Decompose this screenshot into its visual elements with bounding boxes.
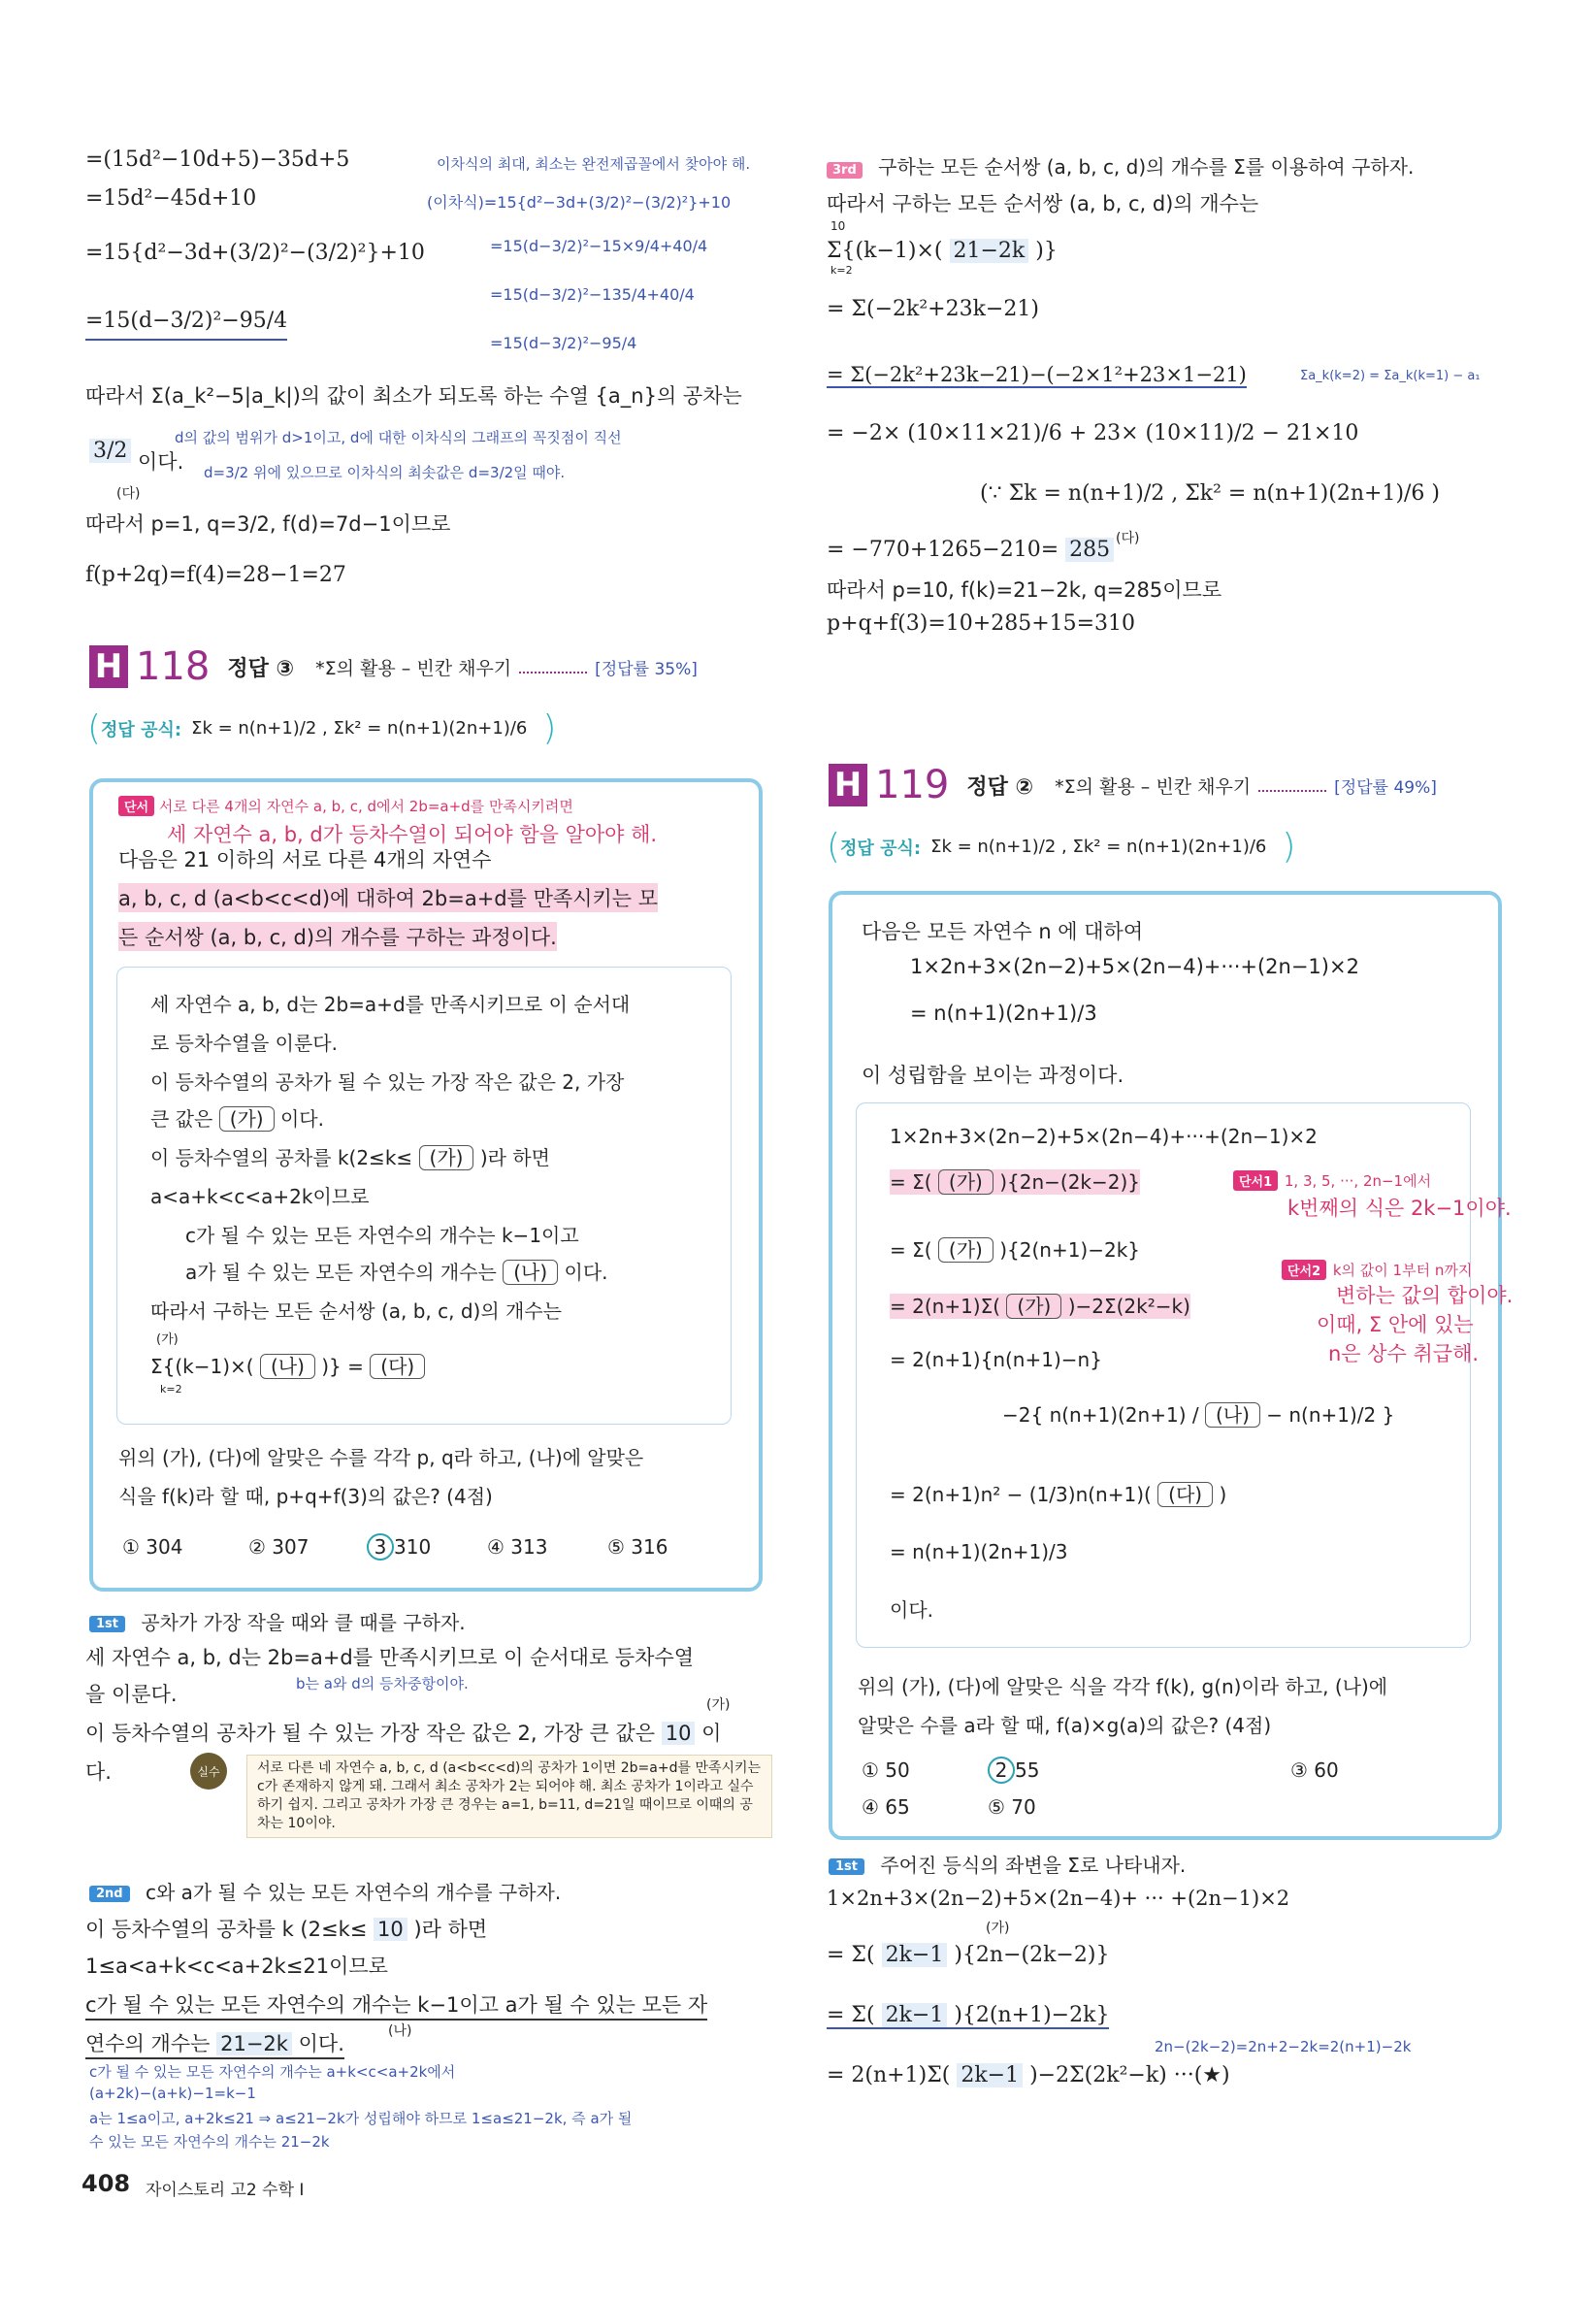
s2-value-2: 21−2k	[216, 2032, 292, 2055]
s2-line-1	[85, 1914, 487, 1943]
problem-answer: 정답 ③	[227, 656, 295, 681]
s2-note-2: (a+2k)−(a+k)−1=k−1	[89, 2085, 256, 2102]
choice-3-correct[interactable]	[367, 1533, 431, 1561]
question-line-4: 이 성립함을 보이는 과정이다.	[862, 1064, 1124, 1087]
sum-bottom: k=2	[160, 1383, 182, 1396]
conclusion-mark: (다)	[116, 486, 141, 502]
conclusion-line-1: 따라서 Σ(a_k²−5|a_k|)의 값이 최소가 되도록 하는 수열 {a_n}의 공차는	[85, 384, 742, 408]
after-line-1: 위의 (가), (다)에 알맞은 식을 각각 f(k), g(n)이라 하고, (나)에	[858, 1675, 1388, 1698]
formula-bracket-left: (	[87, 708, 102, 748]
s2-note-1: c가 될 수 있는 모든 자연수의 개수는 a+k<c<a+2k에서	[89, 2063, 456, 2081]
proof-line-7	[890, 1482, 1226, 1507]
formula-text: Σk = n(n+1)/2 , Σk² = n(n+1)(2n+1)/6	[191, 718, 528, 739]
proof-line-9: 이다.	[890, 1598, 933, 1622]
proof-line-10-a: Σ{(k−1)×(	[150, 1355, 254, 1378]
t1-value-3: 2k−1	[957, 2063, 1023, 2087]
after-line-2: 알맞은 수를 a라 할 때, f(a)×g(a)의 값은? (4점)	[858, 1714, 1272, 1737]
problem-answer: 정답 ②	[966, 774, 1034, 800]
choice-2-label: 55	[1015, 1758, 1040, 1782]
proof-line-1: 1×2n+3×(2n−2)+5×(2n−4)+···+(2n−1)×2	[890, 1125, 1318, 1148]
proof-line-8-a: a가 될 수 있는 모든 자연수의 개수는	[185, 1261, 497, 1284]
proof-line-6	[1002, 1402, 1394, 1428]
s2-note-3: a는 1≤a이고, a+2k≤21 ⇒ a≤21−2k가 성립해야 하므로 1≤a≤21−2k, 즉 a가 될	[89, 2110, 633, 2127]
proof-line-4-b: 이다.	[279, 1107, 324, 1131]
t1-line-2-a: = Σ(	[827, 1943, 875, 1967]
choice-2[interactable]: ② 307	[248, 1535, 309, 1559]
formula-label: 정답 공식:	[101, 719, 182, 740]
proof-line-3	[890, 1237, 1140, 1263]
proof-box-119	[856, 1102, 1514, 1648]
proof-line-3-b: ){2(n+1)−2k}	[999, 1238, 1141, 1262]
conclusion-text: 이다.	[138, 450, 184, 474]
choice-4[interactable]: ④ 313	[487, 1535, 548, 1559]
blank-na: (나)	[260, 1354, 315, 1379]
s1-mark: (가)	[706, 1697, 731, 1713]
proof-line-8	[185, 1257, 608, 1285]
problem-topic: *Σ의 활용 – 빈칸 채우기	[1055, 775, 1252, 798]
formula-text: Σk = n(n+1)/2 , Σk² = n(n+1)(2n+1)/6	[930, 837, 1267, 857]
formula-bracket-right: )	[1282, 827, 1296, 867]
question-line-3: 든 순서쌍 (a, b, c, d)의 개수를 구하는 과정이다.	[118, 922, 557, 951]
blank-na: (나)	[503, 1260, 558, 1285]
proof-line-4	[890, 1294, 1190, 1319]
clue-1-note-2: k번째의 식은 2k−1이야.	[1287, 1197, 1512, 1220]
side-line-1: (이차식)=15{d²−3d+(3/2)²−(3/2)²}+10	[427, 193, 732, 212]
s2-mark: (나)	[388, 2023, 412, 2039]
proof-line-4	[150, 1103, 324, 1132]
problem-118-header	[89, 644, 698, 689]
note-arrow-1: d의 값의 범위가 d>1이고, d에 대한 이차식의 그래프의 꼭짓점이 직선	[175, 429, 622, 446]
s3-mark: (다)	[1116, 531, 1140, 546]
s3-line-2-b: )}	[1035, 239, 1058, 263]
eq-line-2: =15d²−45d+10	[85, 186, 257, 211]
proof-line-4-b: )−2Σ(2k²−k)	[1067, 1295, 1190, 1318]
s3-line-5: = −2× (10×11×21)/6 + 23× (10×11)/2 − 21×10	[827, 421, 1359, 445]
book-title: 자이스토리 고2 수학 I	[146, 2181, 305, 2200]
clue-2-note-2: 변하는 값의 합이야.	[1336, 1284, 1514, 1307]
s3-sum-top: 10	[831, 219, 846, 233]
left-column	[0, 0, 796, 2300]
formula-bracket-left: (	[827, 827, 841, 867]
clue-1-note-1: 1, 3, 5, ···, 2n−1에서	[1284, 1172, 1432, 1190]
blank-da: (다)	[370, 1354, 425, 1379]
proof-line-6-a: −2{ n(n+1)(2n+1) /	[1002, 1403, 1199, 1427]
proof-line-6-b: − n(n+1)/2 }	[1266, 1403, 1395, 1427]
choice-3[interactable]: ③ 60	[1290, 1758, 1339, 1782]
step-title: 구하는 모든 순서쌍 (a, b, c, d)의 개수를 Σ를 이용하여 구하자.	[878, 155, 1415, 179]
t1-line-4-a: = 2(n+1)Σ(	[827, 2063, 951, 2087]
eq-line-4: =15(d−3/2)²−95/4	[85, 309, 287, 341]
step-tag: 2nd	[89, 1886, 130, 1902]
proof-line-7: c가 될 수 있는 모든 자연수의 개수는 k−1이고	[185, 1224, 579, 1247]
clue-note-2: 세 자연수 a, b, d가 등차수열이 되어야 함을 알아야 해.	[167, 823, 658, 846]
s1-line-1: 세 자연수 a, b, d는 2b=a+d를 만족시키므로 이 순서대로 등차수열	[85, 1646, 695, 1669]
formula-119	[827, 827, 1295, 867]
s3-line-8: 따라서 p=10, f(k)=21−2k, q=285이므로	[827, 578, 1222, 602]
blank-ga: (가)	[419, 1145, 474, 1170]
t1-value: 2k−1	[882, 1943, 948, 1967]
correct-rate: [정답률 35%]	[595, 659, 698, 679]
choice-5[interactable]: ⑤ 70	[988, 1795, 1036, 1819]
question-line-1: 다음은 21 이하의 서로 다른 4개의 자연수	[118, 848, 492, 871]
s1-line-3-a: 이 등차수열의 공차가 될 수 있는 가장 작은 값은 2, 가장 큰 값은	[85, 1722, 656, 1745]
line-p: 따라서 p=1, q=3/2, f(d)=7d−1이므로	[85, 512, 451, 536]
s1-line-3	[85, 1718, 721, 1747]
proof-line-5-a: 이 등차수열의 공차를 k(2≤k≤	[150, 1146, 413, 1169]
s2-line-1-a: 이 등차수열의 공차를 k (2≤k≤	[85, 1918, 368, 1941]
s3-line-1: 따라서 구하는 모든 순서쌍 (a, b, c, d)의 개수는	[827, 192, 1259, 215]
s3-line-7	[827, 538, 1114, 562]
side-line-2: =15(d−3/2)²−15×9/4+40/4	[490, 237, 708, 255]
s2-line-4	[85, 2028, 344, 2059]
blank-na: (나)	[1205, 1402, 1260, 1428]
answer-circle: 3	[367, 1533, 394, 1561]
problem-topic: *Σ의 활용 – 빈칸 채우기	[315, 657, 512, 679]
t1-mark: (가)	[986, 1921, 1010, 1936]
s3-line-7-a: = −770+1265−210=	[827, 538, 1059, 562]
t1-value-2: 2k−1	[882, 2003, 948, 2027]
line-f: f(p+2q)=f(4)=28−1=27	[85, 563, 346, 587]
formula-bracket-right: )	[542, 708, 557, 748]
proof-line-7-a: = 2(n+1)n² − (1/3)n(n+1)(	[890, 1483, 1152, 1506]
t1-line-3-a: = Σ(	[827, 2003, 875, 2027]
step-title: 공차가 가장 작을 때와 클 때를 구하자.	[141, 1611, 466, 1634]
after-line-1: 위의 (가), (다)에 알맞은 수를 각각 p, q라 하고, (나)에 알맞은	[118, 1446, 644, 1469]
t1-line-4-b: )−2Σ(2k²−k) ···(★)	[1029, 2063, 1230, 2087]
question-line-3: = n(n+1)(2n+1)/3	[910, 1002, 1097, 1025]
proof-line-8: = n(n+1)(2n+1)/3	[890, 1540, 1068, 1563]
problem-number: 119	[875, 763, 950, 807]
eq-line-1: =(15d²−10d+5)−35d+5	[85, 148, 350, 172]
correct-rate: [정답률 49%]	[1334, 777, 1437, 798]
t1-line-4	[827, 2063, 1230, 2087]
clue-2-note-3: 이때, Σ 안에 있는	[1317, 1313, 1474, 1336]
s1-note: b는 a와 d의 등차중항이야.	[296, 1675, 469, 1692]
blank-ga: (가)	[1006, 1294, 1061, 1319]
proof-line-10	[150, 1354, 425, 1379]
choice-3-label: 310	[394, 1535, 432, 1559]
clue-note-1: 서로 다른 4개의 자연수 a, b, c, d에서 2b=a+d를 만족시키려면	[158, 798, 573, 815]
proof-line-5	[150, 1142, 550, 1170]
proof-line-3-a: = Σ(	[890, 1238, 932, 1262]
s2-line-4-a: 연수의 개수는	[85, 2032, 211, 2055]
s3-line-2	[827, 239, 1058, 263]
clue-tag: 단서1	[1233, 1170, 1278, 1191]
formula-118	[87, 708, 556, 748]
s1-line-4: 다.	[85, 1760, 112, 1784]
choice-5[interactable]: ⑤ 316	[607, 1535, 668, 1559]
question-line-2: 1×2n+3×(2n−2)+5×(2n−4)+···+(2n−1)×2	[910, 955, 1359, 978]
proof-line-4-a: = 2(n+1)Σ(	[890, 1295, 1001, 1318]
step-tag: 3rd	[827, 162, 863, 179]
sum-top: (가)	[156, 1332, 179, 1347]
t1-line-1: 1×2n+3×(2n−2)+5×(2n−4)+ ··· +(2n−1)×2	[827, 1887, 1290, 1910]
answer-circle: 2	[988, 1757, 1015, 1784]
proof-line-5: = 2(n+1){n(n+1)−n}	[890, 1348, 1102, 1371]
conclusion-frac: 3/2	[89, 439, 131, 463]
problem-badge: H	[829, 764, 867, 806]
s3-line-4: = Σ(−2k²+23k−21)−(−2×1²+23×1−21)	[827, 363, 1247, 386]
step-1st	[89, 1607, 466, 1635]
s3-note: Σa_k(k=2) = Σa_k(k=1) − a₁	[1300, 369, 1481, 383]
blank-ga: (가)	[938, 1237, 993, 1263]
t1-line-2	[827, 1943, 1109, 1967]
dotted-leader	[519, 660, 587, 674]
clue-1	[1233, 1167, 1431, 1191]
t1-line-3	[827, 2003, 1109, 2029]
s3-value: 21−2k	[950, 239, 1029, 263]
step-title: c와 a가 될 수 있는 모든 자연수의 개수를 구하자.	[145, 1881, 562, 1904]
proof-line-2-a: = Σ(	[890, 1170, 932, 1194]
hint-badge: 실수	[190, 1753, 227, 1790]
t1-line-2-b: ){2n−(2k−2)}	[954, 1943, 1110, 1967]
proof-line-6: a<a+k<c<a+2k이므로	[150, 1185, 370, 1208]
proof-line-1: 세 자연수 a, b, d는 2b=a+d를 만족시키므로 이 순서대	[150, 993, 631, 1016]
clue-tag: 단서2	[1282, 1260, 1326, 1280]
proof-line-5-b: )라 하면	[479, 1146, 550, 1169]
proof-line-9: 따라서 구하는 모든 순서쌍 (a, b, c, d)의 개수는	[150, 1299, 562, 1323]
s3-line-9: p+q+f(3)=10+285+15=310	[827, 611, 1136, 636]
dotted-leader	[1258, 778, 1326, 792]
s1-line-3-b: 이	[701, 1722, 722, 1745]
s3-line-3: = Σ(−2k²+23k−21)	[827, 297, 1039, 321]
blank-da: (다)	[1157, 1482, 1213, 1507]
question-line-1: 다음은 모든 자연수 n 에 대하여	[862, 920, 1144, 943]
s2-line-2: 1≤a<a+k<c<a+2k≤21이므로	[85, 1955, 388, 1978]
choice-1[interactable]: ① 304	[122, 1535, 183, 1559]
question-line-2: a, b, c, d (a<b<c<d)에 대하여 2b=a+d를 만족시키는 모	[118, 883, 658, 912]
problem-119-header	[829, 763, 1437, 807]
blank-ga: (가)	[938, 1169, 993, 1195]
proof-box-118	[116, 967, 732, 1425]
t1-note: 2n−(2k−2)=2n+2−2k=2(n+1)−2k	[1155, 2038, 1412, 2055]
choice-2-correct[interactable]	[988, 1757, 1039, 1784]
step-1st-119	[829, 1850, 1186, 1878]
proof-line-8-b: 이다.	[564, 1261, 608, 1284]
s3-sum-bottom: k=2	[831, 264, 853, 277]
step-tag: 1st	[89, 1616, 125, 1632]
s2-line-4-b: 이다.	[298, 2032, 344, 2055]
choice-1[interactable]: ① 50	[862, 1758, 910, 1782]
formula-label: 정답 공식:	[840, 838, 922, 859]
s3-line-2-a: Σ{(k−1)×(	[827, 239, 943, 263]
hint-box: 서로 다른 네 자연수 a, b, c, d (a<b<c<d)의 공차가 1이면 2b=a+d를 만족시키는 c가 존재하지 않게 돼. 그래서 최소 공차가 2는 되어야 해. 최소 공차가 1이라고 실수하기 쉽지. 그리고 공차가 가장 큰 경우는 a=1, b=11, d=21일 때이므로 이때의 공차는 10이야.	[246, 1755, 772, 1838]
s2-line-3: c가 될 수 있는 모든 자연수의 개수는 k−1이고 a가 될 수 있는 모든 자	[85, 1989, 707, 2021]
side-line-3: =15(d−3/2)²−135/4+40/4	[490, 285, 695, 304]
after-line-2: 식을 f(k)라 할 때, p+q+f(3)의 값은? (4점)	[118, 1485, 493, 1508]
proof-line-4-a: 큰 값은	[150, 1107, 213, 1131]
blank-ga: (가)	[219, 1106, 275, 1132]
proof-line-2	[890, 1169, 1140, 1195]
s1-value: 10	[662, 1722, 696, 1745]
choice-4[interactable]: ④ 65	[862, 1795, 910, 1819]
s2-value: 10	[374, 1918, 407, 1941]
clue-2-note-1: k의 값이 1부터 n까지	[1332, 1262, 1473, 1279]
eq-line-3: =15{d²−3d+(3/2)²−(3/2)²}+10	[85, 241, 425, 265]
problem-118-box	[89, 778, 763, 1592]
note-arrow-2: d=3/2 위에 있으므로 이차식의 최솟값은 d=3/2일 때야.	[204, 464, 566, 481]
proof-line-2-b: ){2n−(2k−2)}	[999, 1170, 1141, 1194]
s3-value-2: 285	[1065, 538, 1114, 562]
step-3rd	[827, 151, 1414, 180]
s2-note-4: 수 있는 모든 자연수의 개수는 21−2k	[89, 2133, 330, 2151]
problem-badge: H	[89, 645, 128, 688]
s3-line-6: (∵ Σk = n(n+1)/2 , Σk² = n(n+1)(2n+1)/6 )	[980, 481, 1441, 506]
clue-2-note-4: n은 상수 취급해.	[1328, 1342, 1480, 1365]
problem-number: 118	[136, 644, 211, 689]
right-column	[796, 0, 1596, 2300]
proof-line-7-b: )	[1219, 1483, 1227, 1506]
clue-2	[1282, 1257, 1472, 1280]
s1-line-2: 을 이룬다.	[85, 1683, 178, 1706]
proof-line-10-b: )} =	[321, 1355, 364, 1378]
step-2nd	[89, 1877, 561, 1905]
s2-line-1-b: )라 하면	[413, 1918, 488, 1941]
side-line-4: =15(d−3/2)²−95/4	[490, 334, 637, 352]
clue-tag: 단서	[118, 796, 154, 816]
step-title: 주어진 등식의 좌변을 Σ로 나타내자.	[880, 1854, 1187, 1877]
step-tag: 1st	[829, 1858, 864, 1875]
proof-line-2: 로 등차수열을 이룬다.	[150, 1032, 338, 1055]
page-number: 408	[81, 2170, 131, 2197]
t1-line-3-b: ){2(n+1)−2k}	[954, 2003, 1110, 2027]
proof-line-3: 이 등차수열의 공차가 될 수 있는 가장 작은 값은 2, 가장	[150, 1070, 625, 1094]
clue-note	[118, 796, 573, 816]
problem-119-box	[829, 891, 1514, 1840]
side-note-title: 이차식의 최대, 최소는 완전제곱꼴에서 찾아야 해.	[437, 155, 751, 173]
